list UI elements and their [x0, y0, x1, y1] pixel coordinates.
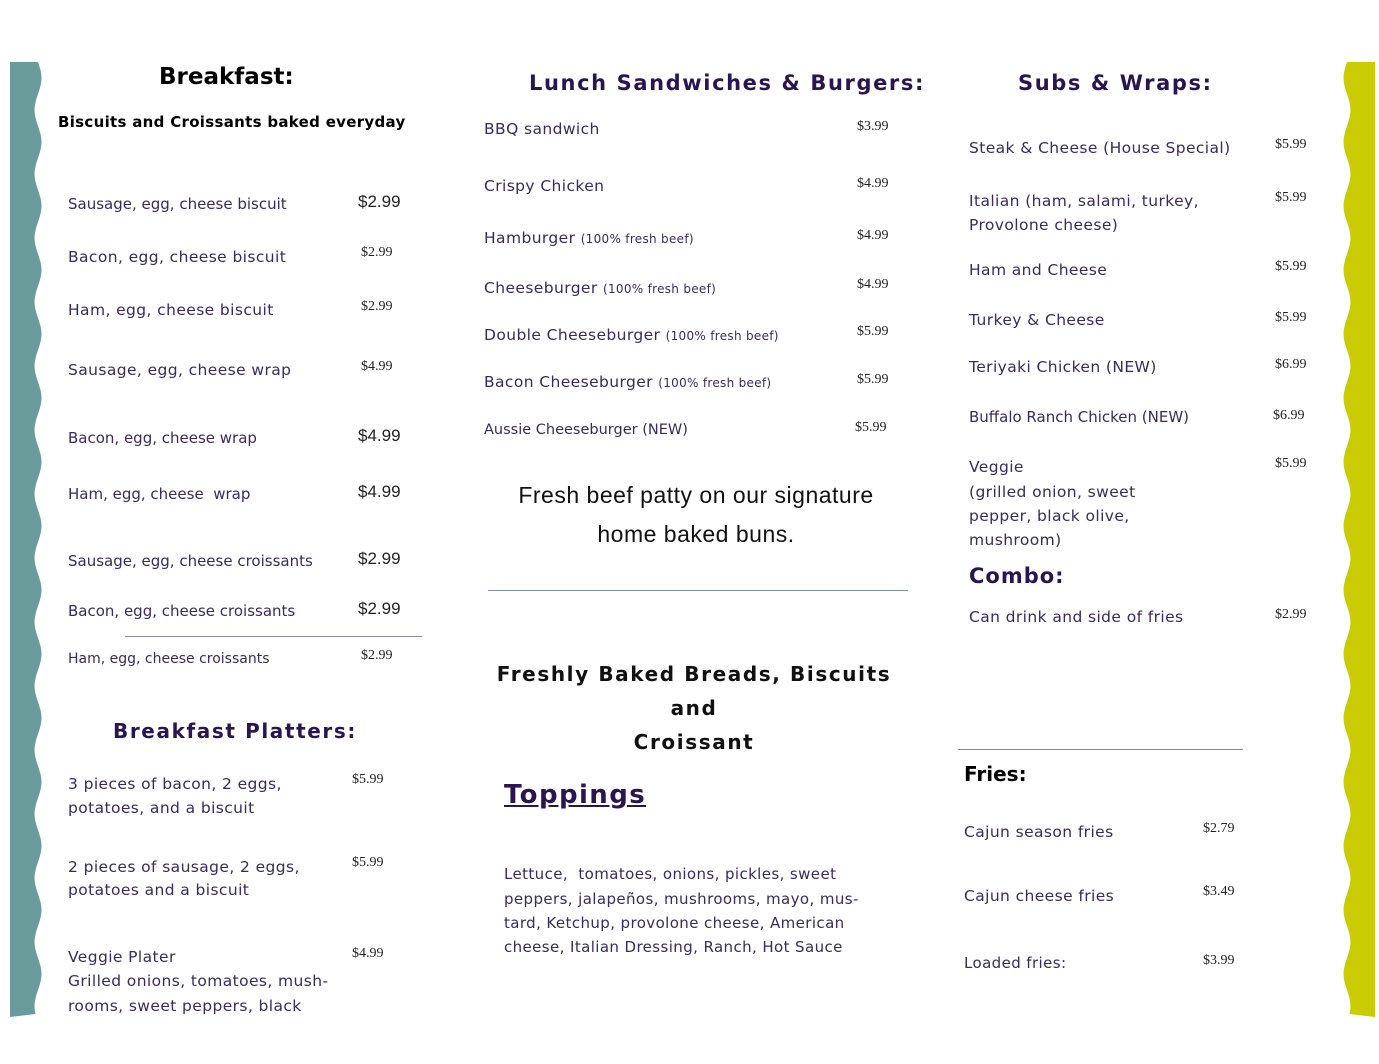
breakfast-item: Sausage, egg, cheese biscuit — [68, 195, 287, 213]
platter-line: 2 pieces of sausage, 2 eggs, — [68, 858, 300, 876]
platter-line: rooms, sweet peppers, black — [68, 997, 302, 1015]
breakfast-subtitle: Biscuits and Croissants baked everyday — [58, 113, 406, 131]
breakfast-item: Bacon, egg, cheese biscuit — [68, 248, 287, 266]
subs-item: pepper, black olive, — [969, 507, 1130, 525]
breakfast-price: $2.99 — [358, 599, 401, 618]
combo-title: Combo: — [969, 564, 1065, 588]
breakfast-item: Sausage, egg, cheese croissants — [68, 552, 313, 570]
combo-price: $2.99 — [1275, 607, 1307, 622]
breakfast-price: $2.99 — [361, 648, 393, 663]
subs-item: (grilled onion, sweet — [969, 483, 1136, 501]
fries-item: Cajun season fries — [964, 823, 1114, 841]
subs-price: $5.99 — [1275, 190, 1307, 205]
tagline-line: Fresh beef patty on our signature — [518, 482, 874, 508]
platters-title: Breakfast Platters: — [113, 719, 357, 743]
lunch-price: $4.99 — [857, 228, 889, 243]
fries-title: Fries: — [964, 762, 1027, 786]
lunch-price: $5.99 — [857, 324, 889, 339]
lunch-title: Lunch Sandwiches & Burgers: — [529, 71, 925, 95]
subs-item: Provolone cheese) — [969, 216, 1119, 234]
lunch-price: $4.99 — [857, 176, 889, 191]
fries-price: $3.99 — [1203, 953, 1235, 968]
lunch-price: $5.99 — [855, 420, 887, 435]
lunch-item: Aussie Cheeseburger (NEW) — [484, 422, 688, 438]
divider — [488, 590, 908, 591]
lunch-item: Bacon Cheeseburger (100% fresh beef) — [484, 373, 772, 391]
subs-price: $6.99 — [1273, 408, 1305, 423]
subs-item: Buffalo Ranch Chicken (NEW) — [969, 408, 1190, 426]
subs-price: $6.99 — [1275, 357, 1307, 372]
fries-item: Loaded fries: — [964, 954, 1067, 972]
platter-price: $4.99 — [352, 946, 384, 961]
lunch-price: $5.99 — [857, 372, 889, 387]
subs-title: Subs & Wraps: — [1018, 71, 1213, 95]
breakfast-title: Breakfast: — [159, 64, 294, 90]
subs-item: Veggie — [969, 458, 1024, 476]
lunch-item: BBQ sandwich — [484, 120, 600, 138]
breakfast-price: $4.99 — [358, 482, 401, 501]
breads-line: Freshly Baked Breads, Biscuits and — [496, 662, 892, 720]
divider — [125, 636, 422, 637]
lunch-item: Crispy Chicken — [484, 177, 605, 195]
subs-price: $5.99 — [1275, 310, 1307, 325]
lunch-item: Hamburger (100% fresh beef) — [484, 229, 694, 247]
platter-line: 3 pieces of bacon, 2 eggs, — [68, 775, 282, 793]
breakfast-price: $4.99 — [361, 359, 393, 374]
breakfast-price: $2.99 — [361, 245, 393, 260]
breads-heading — [470, 657, 918, 759]
lunch-item: Double Cheeseburger (100% fresh beef) — [484, 326, 779, 344]
subs-item: Teriyaki Chicken (NEW) — [969, 358, 1157, 376]
combo-item: Can drink and side of fries — [969, 608, 1184, 626]
breakfast-item: Ham, egg, cheese croissants — [68, 651, 270, 667]
breakfast-item: Sausage, egg, cheese wrap — [68, 361, 292, 379]
tagline-line: home baked buns. — [597, 521, 795, 547]
breakfast-price: $2.99 — [358, 549, 401, 568]
platter-line: Grilled onions, tomatoes, mush- — [68, 972, 329, 990]
toppings-line: peppers, jalapeños, mushrooms, mayo, mus- — [504, 890, 859, 908]
platter-line: Veggie Plater — [68, 948, 176, 966]
subs-item: Italian (ham, salami, turkey, — [969, 192, 1199, 210]
fries-price: $2.79 — [1203, 821, 1235, 836]
breakfast-price: $2.99 — [361, 299, 393, 314]
lunch-item: Cheeseburger (100% fresh beef) — [484, 279, 717, 297]
subs-price: $5.99 — [1275, 456, 1307, 471]
breakfast-item: Ham, egg, cheese biscuit — [68, 301, 274, 319]
platter-price: $5.99 — [352, 855, 384, 870]
lunch-tagline — [470, 476, 922, 554]
breads-line: Croissant — [633, 730, 755, 754]
toppings-line: tard, Ketchup, provolone cheese, American — [504, 914, 845, 932]
subs-item: Steak & Cheese (House Special) — [969, 139, 1231, 157]
breakfast-item: Bacon, egg, cheese wrap — [68, 429, 257, 447]
breakfast-item: Bacon, egg, cheese croissants — [68, 602, 296, 620]
right-wavy-band — [1341, 62, 1375, 1017]
subs-item: Ham and Cheese — [969, 261, 1108, 279]
platter-line: potatoes and a biscuit — [68, 881, 250, 899]
subs-price: $5.99 — [1275, 137, 1307, 152]
toppings-title: Toppings — [504, 780, 647, 810]
toppings-line: cheese, Italian Dressing, Ranch, Hot Sauce — [504, 938, 843, 956]
lunch-price: $3.99 — [857, 119, 889, 134]
platter-price: $5.99 — [352, 772, 384, 787]
subs-price: $5.99 — [1275, 259, 1307, 274]
platter-line: potatoes, and a biscuit — [68, 799, 255, 817]
breakfast-item: Ham, egg, cheese wrap — [68, 485, 251, 503]
breakfast-price: $4.99 — [358, 426, 401, 445]
fries-price: $3.49 — [1203, 884, 1235, 899]
left-wavy-band — [10, 62, 44, 1017]
breakfast-price: $2.99 — [358, 192, 401, 211]
lunch-price: $4.99 — [857, 277, 889, 292]
subs-item: mushroom) — [969, 531, 1062, 549]
fries-item: Cajun cheese fries — [964, 887, 1115, 905]
toppings-line: Lettuce, tomatoes, onions, pickles, sweet — [504, 865, 837, 883]
subs-item: Turkey & Cheese — [969, 311, 1105, 329]
divider — [958, 749, 1243, 750]
